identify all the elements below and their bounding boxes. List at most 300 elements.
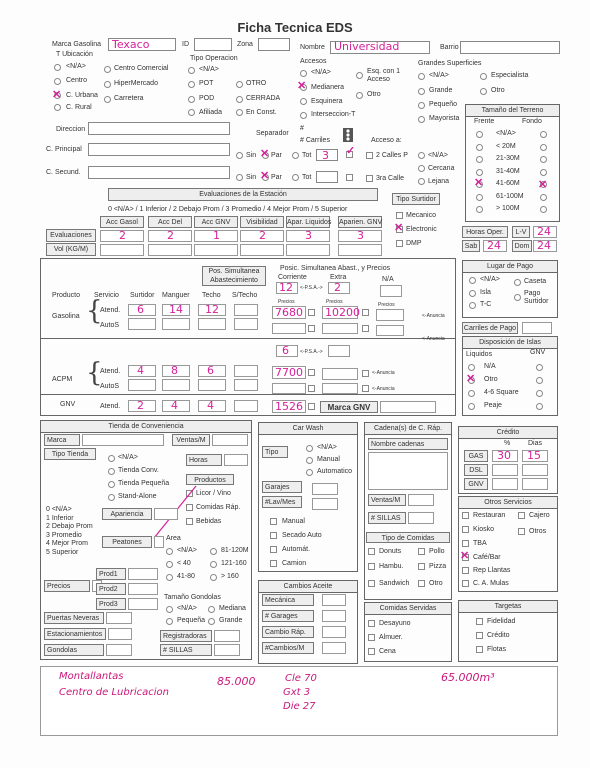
precio-extra-check[interactable] [362,309,369,316]
precio-corriente-2[interactable] [272,323,306,334]
cena-label: Cena [379,648,396,655]
horas-lv-label: L-V [512,226,530,238]
superficies-grande-radio[interactable] [418,88,425,95]
superficies-na-radio[interactable] [418,73,425,80]
aceite-field-input[interactable] [322,610,346,622]
eval-value-field[interactable] [286,230,330,242]
cafe-label: Café/Bar [473,554,501,561]
id-field[interactable] [194,38,232,51]
superficies-otro-label: Otro [491,87,505,94]
tienda-scale-item: 4 Mejor Prom [46,540,89,547]
islas-gnv-radio[interactable] [536,377,543,384]
pago-isla-label: Isla [480,289,491,296]
terreno-frente-radio[interactable] [476,194,483,201]
carriles-label: # Carriles [300,137,330,144]
acpm-precio-extra[interactable] [322,368,358,380]
ubicacion-na-radio[interactable] [54,64,61,71]
islas-gnv-radio[interactable] [536,403,543,410]
peatones-field[interactable] [154,536,164,548]
pago-tc-radio[interactable] [469,302,476,309]
estacionamientos-field[interactable] [108,628,132,640]
acpm-anuncia-check[interactable] [362,370,369,377]
islas-liquidos-radio[interactable] [468,390,475,397]
area-label: Area [166,535,181,542]
terreno-frente-radio[interactable] [476,156,483,163]
horas-dom-value: 24 [537,239,551,252]
prod3-field[interactable] [128,598,158,610]
otro-comida-check[interactable] [418,580,425,587]
operacion-const-radio[interactable] [236,109,243,116]
accesos-interseccion-label: Interseccion-T [311,111,356,118]
acpm-manguer-field[interactable] [162,365,190,377]
pago-panel [462,260,558,318]
kiosko-check[interactable] [462,526,469,533]
gondolas-field[interactable] [106,644,132,656]
brace: { [86,296,103,326]
secund-carriles-field[interactable] [316,171,338,183]
notes-field[interactable] [40,666,558,736]
terreno-frente-radio[interactable] [476,144,483,151]
hambu-check[interactable] [368,563,375,570]
carwash-auto-radio[interactable] [306,469,313,476]
eval-value-field[interactable] [338,230,382,242]
vol-value-field[interactable] [194,244,238,256]
acceso-cercana-radio[interactable] [418,165,425,172]
operacion-afiliada-radio[interactable] [188,109,195,116]
tienda-tipo-conv-radio[interactable] [108,468,115,475]
precios-label: Precios [378,302,395,308]
prod3-label: Prod3 [96,598,126,610]
acceso-na-radio[interactable] [418,152,425,159]
garajes-label: Garajes [262,481,302,493]
vol-value-field[interactable] [148,244,192,256]
page-title: Ficha Tecnica EDS [237,20,353,35]
gasolina-autos-techo[interactable] [198,318,226,330]
secund-tot-radio[interactable] [292,174,299,181]
operacion-cerrada-radio[interactable] [236,96,243,103]
comidas-servidas-panel [364,602,452,662]
pago-na-radio[interactable] [469,277,476,284]
gnv-manguer-field[interactable] [162,400,190,412]
credito-gnv-pct[interactable] [492,478,518,490]
surtidor-mecanico-check[interactable] [396,212,403,219]
islas-gnv-radio[interactable] [536,390,543,397]
operacion-na-radio[interactable] [188,67,195,74]
carwash-manual-label: Manual [317,456,340,463]
acpm-surtidor-field[interactable] [128,365,156,377]
acpm-autos-manguer[interactable] [162,379,190,391]
mulas-check[interactable] [462,580,469,587]
ubicacion-carretera-radio[interactable] [104,96,111,103]
ubicacion-cc-radio[interactable] [104,66,111,73]
gondolas-grande-label: Grande [219,617,243,624]
terreno-frente-radio[interactable] [476,206,483,213]
cw-camion-check[interactable] [270,560,277,567]
vol-value-field[interactable] [100,244,144,256]
islas-liquidos-radio[interactable] [468,364,475,371]
islas-panel [462,336,558,416]
kiosko-label: Kiosko [473,526,495,533]
eval-value: 2 [259,229,266,242]
flotas-check[interactable] [476,646,483,653]
acpm-precio-field[interactable] [272,366,306,379]
vol-value-field[interactable] [338,244,382,256]
marca-gnv-field[interactable] [380,401,436,413]
cw-automat-check[interactable] [270,546,277,553]
accesos-otro-radio[interactable] [356,92,363,99]
gasolina-manguer-field[interactable] [162,304,190,316]
acpm-precio-2[interactable] [272,383,306,394]
terreno-frente-radio[interactable] [476,131,483,138]
pos-simultanea-label: Pos. Simultanea Abastecimiento [202,266,266,286]
registradoras-field[interactable] [214,630,240,642]
acpm-surtidor-value: 4 [137,364,144,377]
accesos-esq-radio[interactable] [356,72,363,79]
cadena-ventas-field[interactable] [408,494,434,506]
hash-mark: # [300,125,304,132]
aceite-field-label: Cambio Ráp. [262,626,314,638]
precios-label-tienda: Precios [44,580,90,592]
tienda-ventas-field[interactable] [212,434,248,446]
credito-dsl-label: DSL [464,464,488,476]
psa-label: <-P.S.A.-> [300,349,323,355]
eval-value: 3 [305,229,312,242]
marca-field[interactable] [108,38,176,51]
restauran-check[interactable] [462,512,469,519]
credito-dsl-pct[interactable] [492,464,518,476]
col-manguer: Manguer [162,292,190,299]
acpm-anuncia-check[interactable] [362,385,369,392]
aceite-field-input[interactable] [322,642,346,654]
cadena-sillas-field[interactable] [408,512,434,524]
psa-corriente-field[interactable] [276,282,298,294]
prod1-label: Prod1 [96,568,126,580]
precio-na-2[interactable] [376,325,404,336]
gasolina-autos-surtidor[interactable] [128,318,156,330]
carwash-na-radio[interactable] [306,445,313,452]
horas-dom-field[interactable] [533,240,557,252]
gondolas-mediana-radio[interactable] [208,606,215,613]
credito-dsl-dias[interactable] [522,464,548,476]
tienda-marca-label: Marca [44,434,80,446]
terreno-option-label: < 20M [496,142,516,150]
horas-sab-value: 24 [487,239,501,252]
eval-col-header: Acc GNV [194,216,238,228]
gondolas-na-radio[interactable] [166,606,173,613]
credito-tarjeta-check[interactable] [476,632,483,639]
rep-llantas-check[interactable] [462,567,469,574]
check-mark: ✕ [260,170,270,182]
terreno-option-label: <N/A> [496,130,516,137]
vol-value-field[interactable] [240,244,284,256]
garajes-field[interactable] [312,483,338,495]
traffic-light-icon [340,127,356,145]
surtidor-dmp-check[interactable] [396,240,403,247]
otros-check[interactable] [518,528,525,535]
credito-gas-pct[interactable] [492,450,518,462]
desayuno-check[interactable] [368,620,375,627]
pago-caseta-radio[interactable] [514,279,521,286]
terreno-fondo-radio[interactable] [540,206,547,213]
principal-field[interactable] [88,143,230,156]
lav-mes-field[interactable] [312,498,338,510]
gnv-surtidor-value: 2 [137,399,144,412]
secund-acceso-check[interactable] [346,174,353,181]
anuncia-check[interactable] [362,325,369,332]
precio-corriente-check[interactable] [308,309,315,316]
calles-p-check[interactable] [366,152,373,159]
area-81-label: 81-120M [221,547,249,554]
principal-tot-radio[interactable] [292,152,299,159]
gasolina-techo-value: 12 [205,303,219,316]
psa-extra-value: 2 [334,281,341,294]
pago-surtidor-radio[interactable] [514,294,521,301]
vol-row-label: Vol (KG/M) [46,243,96,256]
acpm-techo-field[interactable] [198,365,226,377]
ubicacion-centro-radio[interactable] [54,78,61,85]
pollo-check[interactable] [418,548,425,555]
gasolina-label: Gasolina [52,313,80,320]
check-mark: ✓ [346,145,356,157]
gasolina-autos-label: AutoS [100,322,120,329]
tienda-tipo-stand-radio[interactable] [108,494,115,501]
gondolas-mediana-label: Mediana [219,605,246,612]
sandwich-check[interactable] [368,580,375,587]
cw-secado-label: Secado Auto [282,532,322,539]
area-41-radio[interactable] [166,574,173,581]
gnv-techo-value: 4 [207,399,214,412]
credito-gnv-dias[interactable] [522,478,548,490]
eval-col-header: Acc Gasol [100,216,144,228]
check-mark: ✕ [460,550,470,562]
acpm-psa-field[interactable] [276,345,298,357]
precio-extra-field[interactable] [322,306,358,319]
tienda-horas-label: Horas [186,454,222,466]
principal-carriles-value: 3 [322,149,329,162]
aceite-title: Cambios Aceite [259,581,357,593]
nombre-value: Universidad [334,40,400,53]
horas-lv-field[interactable] [533,226,557,238]
acpm-stecho-field[interactable] [234,365,258,377]
terreno-fondo-radio[interactable] [540,144,547,151]
terreno-fondo-radio[interactable] [540,131,547,138]
cajero-check[interactable] [518,512,525,519]
operacion-pot-radio[interactable] [188,81,195,88]
superficies-especialista-radio[interactable] [480,73,487,80]
otros-title: Otros Servicios [459,497,557,509]
marca-value: Texaco [112,38,150,51]
islas-liquidos-radio[interactable] [468,403,475,410]
cena-check[interactable] [368,648,375,655]
precio-na-field[interactable] [376,309,404,321]
area-na-radio[interactable] [166,548,173,555]
gasolina-surtidor-field[interactable] [128,304,156,316]
operacion-pod-radio[interactable] [188,96,195,103]
credito-gas-dias[interactable] [522,450,548,462]
acpm-precio-check[interactable] [308,369,315,376]
credito-dias-label: Dias [528,440,543,447]
operacion-otro-radio[interactable] [236,81,243,88]
productos-label: Productos [186,474,234,485]
acpm-autos-stecho[interactable] [234,379,258,391]
marca-label: Marca Gasolina [52,41,102,48]
tienda-horas-field[interactable] [224,454,248,466]
check-mark: ✕ [394,222,404,234]
acpm-label: ACPM [52,376,73,383]
terreno-fondo-radio[interactable] [540,156,547,163]
apariencia-field[interactable] [154,508,178,520]
islas-option-label: Peaje [484,402,502,409]
acpm-precio-extra-2[interactable] [322,383,358,394]
superficies-especialista-label: Especialista [491,72,529,79]
precio-corriente-field[interactable] [272,306,306,319]
ubicacion-na-label: <N/A> [66,63,86,70]
acpm-autos-techo[interactable] [198,379,226,391]
aceite-field-input[interactable] [322,594,346,606]
acceso-lejana-radio[interactable] [418,178,425,185]
terreno-fondo-radio[interactable] [540,169,547,176]
tienda-sillas-field[interactable] [214,644,240,656]
tercera-check[interactable] [366,175,373,182]
barrio-field[interactable] [460,41,560,54]
area-121-radio[interactable] [210,561,217,568]
tienda-tipo-conv-label: Tienda Conv. [118,467,159,474]
area-40-radio[interactable] [166,561,173,568]
carriles-pago-field[interactable] [522,322,552,334]
na-label: N/A [382,276,394,283]
islas-gnv-radio[interactable] [536,364,543,371]
islas-option-label: 4-6 Square [484,389,519,396]
gasolina-autos-manguer[interactable] [162,318,190,330]
targetas-title: Targetas [459,601,557,613]
eval-value-field[interactable] [240,230,284,242]
principal-carriles-field[interactable] [316,149,338,161]
cw-manual-label: Manual [282,518,305,525]
tba-check[interactable] [462,540,469,547]
gnv-precio-field[interactable] [272,400,306,413]
superficies-otro-radio[interactable] [480,88,487,95]
restauran-label: Restauran [473,512,506,519]
accesos-esquinera-radio[interactable] [300,98,307,105]
psa-na-field[interactable] [380,285,402,297]
gnv-stecho-field[interactable] [234,400,258,412]
zona-field[interactable] [258,38,290,51]
acpm-psa-value: 6 [282,344,289,357]
terreno-fondo-label: Fondo [522,118,542,125]
nombre-field[interactable] [330,41,430,54]
check-mark: ✕ [297,80,307,92]
eval-col-header: Apar. Liquidos [286,216,330,228]
gasolina-manguer-value: 14 [169,303,183,316]
terreno-fondo-radio[interactable] [540,194,547,201]
eval-value-field[interactable] [148,230,192,242]
pago-isla-radio[interactable] [469,290,476,297]
accesos-interseccion-radio[interactable] [300,112,307,119]
almuerzo-check[interactable] [368,634,375,641]
gasolina-techo-field[interactable] [198,304,226,316]
ubicacion-rural-radio[interactable] [54,104,61,111]
cw-secado-check[interactable] [270,532,277,539]
pago-title: Lugar de Pago [463,261,557,273]
fidelidad-check[interactable] [476,618,483,625]
posic-simultanea-label: Posic. Simultanea Abast., y Precios [280,265,391,272]
gnv-surtidor-field[interactable] [128,400,156,412]
tienda-marca-field[interactable] [82,434,164,446]
aceite-field-input[interactable] [322,626,346,638]
prod2-field[interactable] [128,583,158,595]
acceso-label: Acceso a: [371,137,402,144]
donuts-check[interactable] [368,548,375,555]
accesos-na-radio[interactable] [300,70,307,77]
gondolas-grande-radio[interactable] [208,618,215,625]
notes-amount1: 85.000 [217,675,256,688]
gasolina-autos-stecho[interactable] [234,318,258,330]
pizza-check[interactable] [418,563,425,570]
sandwich-label: Sandwich [379,580,410,587]
eval-value-field[interactable] [194,230,238,242]
principal-sin-radio[interactable] [236,152,243,159]
superficies-pequeno-radio[interactable] [418,102,425,109]
eval-col-header: Visibilidad [240,216,284,228]
superficies-mayorista-radio[interactable] [418,116,425,123]
gnv-atend-label: Atend. [100,403,121,410]
area-160-radio[interactable] [210,574,217,581]
tienda-tipo-pequena-radio[interactable] [108,481,115,488]
acpm-autos-surtidor[interactable] [128,379,156,391]
tienda-sillas-label: # SILLAS [160,644,212,656]
tienda-tipo-na-radio[interactable] [108,455,115,462]
cw-manual-check[interactable] [270,518,277,525]
secund-field[interactable] [88,166,230,179]
psa-extra-field[interactable] [328,282,350,294]
horas-sab-field[interactable] [483,240,507,252]
precio-extra-2[interactable] [322,323,358,334]
tienda-tipo-label: Tipo Tienda [44,448,96,460]
prod1-field[interactable] [128,568,158,580]
puertas-field[interactable] [106,612,132,624]
check-mark: ✕ [538,179,548,191]
terreno-option-label: 41-60M [496,180,520,187]
terreno-frente-radio[interactable] [476,169,483,176]
anuncia-check[interactable] [308,325,315,332]
acpm-anuncia-check[interactable] [308,385,315,392]
islas-option-label: N/A [484,363,496,370]
eval-value-field[interactable] [100,230,144,242]
direccion-field[interactable] [88,122,230,135]
ubicacion-hiper-radio[interactable] [104,81,111,88]
psa-label: <-P.S.A.-> [300,285,323,291]
precio-extra-value: 10200 [325,306,360,319]
gondolas-pequena-radio[interactable] [166,618,173,625]
credito-title: Crédito [459,427,557,439]
gnv-precio-check[interactable] [308,403,315,410]
gnv-techo-field[interactable] [198,400,226,412]
divider [40,394,456,395]
carwash-manual-radio[interactable] [306,457,313,464]
desayuno-label: Desayuno [379,620,411,627]
accesos-na-label: <N/A> [311,69,331,76]
registradoras-label: Registradoras [160,630,212,642]
acpm-psa-extra[interactable] [328,345,350,357]
vol-value-field[interactable] [286,244,330,256]
cadena-nombre-field[interactable] [368,452,448,490]
gasolina-stecho-field[interactable] [234,304,258,316]
area-81-radio[interactable] [210,548,217,555]
anuncia-label: <-Anuncia [372,386,395,392]
cw-camion-label: Camion [282,560,307,567]
carriles-pago-label: Carriles de Pago [462,322,518,334]
secund-sin-radio[interactable] [236,174,243,181]
